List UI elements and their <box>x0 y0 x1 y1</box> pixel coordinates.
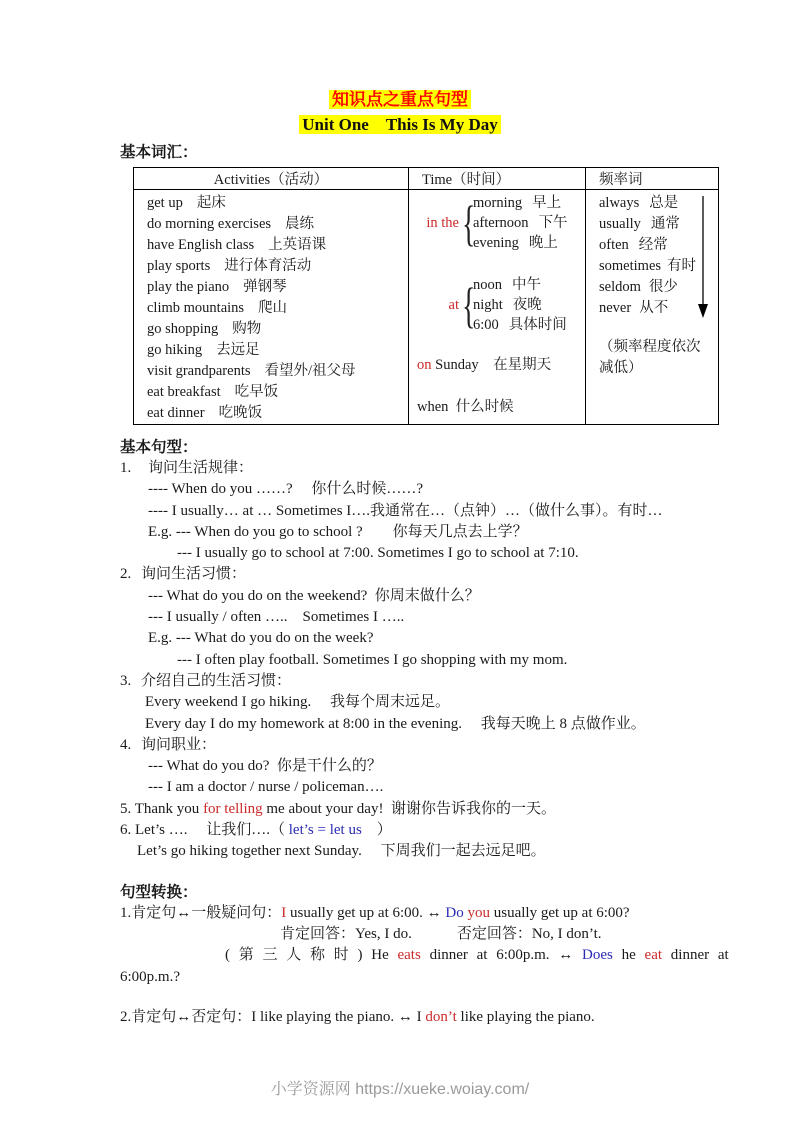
activity-zh: 进行体育活动 <box>224 258 312 274</box>
text-segment: usually get up at 6:00. ↔ <box>286 904 446 921</box>
text-segment: dinner at <box>662 947 729 964</box>
time-item <box>473 295 567 315</box>
header-frequency: 频率词 <box>586 168 719 190</box>
activity-row <box>147 340 408 361</box>
continuation-line: 6:00p.m.? <box>120 968 180 985</box>
activity-zh: 吃早饭 <box>234 384 279 400</box>
frequency-en: sometimes <box>599 258 662 274</box>
activity-en: go hiking <box>147 342 203 358</box>
time-en: afternoon <box>473 215 529 231</box>
highlighted-red-text: I <box>281 904 287 921</box>
time-group-at <box>414 275 585 335</box>
frequency-en: usually <box>599 216 641 232</box>
text-segment: me about your day! 谢谢你告诉我你的一天。 <box>262 800 556 817</box>
time-zh: 中午 <box>512 277 541 293</box>
text-segment: usually get up at 6:00? <box>490 904 630 921</box>
time-zh: 什么时候 <box>448 399 514 415</box>
text-segment: ( 第 三 人 称 时 ) He <box>225 947 398 964</box>
item-number: 4. <box>120 736 132 753</box>
activity-row <box>147 382 408 403</box>
activities-cell <box>134 190 409 425</box>
time-cell <box>409 190 586 425</box>
activity-en: eat dinner <box>147 405 205 421</box>
pattern-title: 询问生活习惯： <box>141 566 247 583</box>
activity-zh: 吃晚饭 <box>218 405 263 421</box>
frequency-zh: 很少 <box>648 279 678 295</box>
time-item <box>473 315 567 335</box>
footer-text: 小学资源网 https://xueke.woiay.com/ <box>270 1081 530 1099</box>
activity-zh: 看望外/祖父母 <box>264 363 356 379</box>
activity-row <box>147 214 408 235</box>
pattern-4-title <box>120 735 680 756</box>
time-en: 6:00 <box>473 317 499 333</box>
activity-zh: 起床 <box>196 195 226 211</box>
activity-en: climb mountains <box>147 300 245 316</box>
activity-en: eat breakfast <box>147 384 221 400</box>
pattern-title: 介绍自己的生活习惯： <box>141 672 292 689</box>
pattern-line: Let’s go hiking together next Sunday. 下周我们一起去远足吧。 <box>137 843 546 860</box>
third-person-line <box>120 945 729 966</box>
time-item <box>473 275 567 295</box>
text-segment: 2.肯定句↔否定句：I like playing the piano. ↔ I <box>120 1008 426 1025</box>
activity-row <box>147 361 408 382</box>
document-title: 知识点之重点句型 <box>329 90 471 109</box>
time-group-in-the <box>414 193 585 253</box>
frequency-zh: 总是 <box>649 195 679 211</box>
pattern-title: 询问生活规律： <box>148 460 254 476</box>
text-segment: dinner at 6:00p.m. ↔ <box>420 947 583 964</box>
time-zh: 早上 <box>532 195 562 211</box>
frequency-zh: 从不 <box>639 300 669 316</box>
frequency-zh: 有时 <box>667 258 697 274</box>
time-zh: 晚上 <box>528 235 558 251</box>
pattern-2-title <box>120 564 680 585</box>
activity-zh: 弹钢琴 <box>243 279 287 295</box>
highlighted-red-text: you <box>467 904 491 921</box>
frequency-cell <box>586 190 719 425</box>
brace-icon: { <box>462 277 476 333</box>
highlighted-red-text: eats <box>397 947 421 964</box>
decreasing-arrow-icon <box>697 196 709 325</box>
patterns-heading: 基本句型： <box>120 439 198 456</box>
time-group-items <box>473 275 567 335</box>
preposition-in-the: in the <box>426 214 459 231</box>
activity-en: go shopping <box>147 321 219 337</box>
pattern-line: ---- When do you ……? 你什么时候……? <box>148 481 424 498</box>
highlighted-blue-text: let’s = let us <box>288 822 362 839</box>
time-zh: 下午 <box>538 215 568 231</box>
time-item <box>473 233 568 253</box>
pattern-6-line <box>120 820 680 841</box>
highlighted-red-text: eat <box>644 947 663 964</box>
activity-en: do morning exercises <box>147 216 272 232</box>
frequency-en: seldom <box>599 279 641 295</box>
vocab-table <box>133 167 719 425</box>
frequency-note: （频率程度依次减低） <box>599 339 701 376</box>
text-segment: like playing the piano. <box>456 1008 595 1025</box>
text-segment: 6. Let’s …. 让我们….（ <box>120 822 289 839</box>
pattern-1-title <box>120 458 680 479</box>
pattern-line: --- I usually go to school at 7:00. Sometimes I go to school at 7:10. <box>177 545 579 562</box>
table-body-row <box>134 190 719 425</box>
time-en: Sunday <box>431 357 479 373</box>
activity-en: get up <box>147 195 183 211</box>
pattern-title: 询问职业： <box>141 736 217 753</box>
highlighted-red-text: don’t <box>425 1008 457 1025</box>
pattern-line: E.g. --- When do you go to school ? 你每天几点去上学？ <box>148 523 528 540</box>
item-number: 1. <box>120 460 132 476</box>
activity-zh: 晨练 <box>285 216 315 232</box>
activity-row <box>147 319 408 340</box>
pattern-5-line <box>120 799 680 820</box>
activity-row <box>147 298 408 319</box>
time-en: morning <box>473 195 523 211</box>
title-block <box>120 88 680 113</box>
activity-en: visit grandparents <box>147 363 251 379</box>
time-en: evening <box>473 235 519 251</box>
frequency-zh: 通常 <box>650 216 680 232</box>
activity-en: have English class <box>147 237 255 253</box>
preposition-on: on <box>417 357 432 373</box>
table-header-row <box>134 168 719 190</box>
time-en: noon <box>473 277 502 293</box>
transform-heading: 句型转换： <box>120 883 198 901</box>
header-time: Time（时间） <box>409 168 586 190</box>
time-on-sunday <box>414 355 585 375</box>
transform-1-line <box>120 903 680 924</box>
frequency-en: never <box>599 300 632 316</box>
pattern-line: --- I usually / often ….. Sometimes I ….. <box>148 609 405 626</box>
time-zh: 在星期天 <box>478 357 552 373</box>
text-segment: he <box>612 947 645 964</box>
pattern-line: E.g. --- What do you do on the week? <box>148 630 374 647</box>
activity-row <box>147 277 408 298</box>
item-number: 3. <box>120 672 132 689</box>
unit-title: Unit One This Is My Day <box>299 115 501 134</box>
brace-icon: { <box>462 195 476 251</box>
answers-line: 肯定回答：Yes, I do. 否定回答：No, I don’t. <box>280 925 602 942</box>
frequency-en: always <box>599 195 640 211</box>
time-en: night <box>473 297 503 313</box>
activity-row <box>147 256 408 277</box>
pattern-line: Every weekend I go hiking. 我每个周末远足。 <box>145 694 450 711</box>
time-group-items <box>473 193 568 253</box>
time-zh: 具体时间 <box>508 317 567 333</box>
vocab-heading: 基本词汇： <box>120 144 198 161</box>
text-segment: 1.肯定句↔一般疑问句： <box>120 904 282 921</box>
highlighted-blue-text: Do <box>445 904 464 921</box>
time-zh: 夜晚 <box>512 297 542 313</box>
text-segment: ） <box>361 822 392 839</box>
activity-zh: 上英语课 <box>268 237 327 253</box>
pattern-line: Every day I do my homework at 8:00 in the evening. 我每天晚上 8 点做作业。 <box>145 715 646 732</box>
time-en: when <box>417 399 449 415</box>
subtitle-block <box>120 113 680 138</box>
activity-row <box>147 235 408 256</box>
time-item <box>473 193 568 213</box>
activity-row <box>147 403 408 424</box>
text-segment: 5. Thank you <box>120 800 204 817</box>
preposition-at: at <box>448 296 459 313</box>
time-when <box>414 397 585 417</box>
activity-en: play the piano <box>147 279 230 295</box>
time-item <box>473 213 568 233</box>
activity-en: play sports <box>147 258 211 274</box>
pattern-3-title <box>120 671 680 692</box>
activity-zh: 爬山 <box>258 300 288 316</box>
highlighted-red-text: for telling <box>203 800 263 817</box>
frequency-en: often <box>599 237 629 253</box>
activity-zh: 去远足 <box>216 342 260 358</box>
pattern-line: --- What do you do on the weekend? 你周末做什么？ <box>148 587 480 604</box>
item-number: 2. <box>120 566 132 583</box>
frequency-zh: 经常 <box>638 237 668 253</box>
activity-row <box>147 193 408 214</box>
pattern-line: --- What do you do? 你是干什么的？ <box>148 758 382 775</box>
pattern-line: --- I am a doctor / nurse / policeman…. <box>148 779 384 796</box>
patterns-section <box>120 437 680 863</box>
transform-2-line <box>120 1007 680 1028</box>
transform-section <box>120 882 729 1028</box>
header-activities: Activities（活动） <box>134 168 409 190</box>
highlighted-blue-text: Does <box>582 947 613 964</box>
pattern-line: ---- I usually… at … Sometimes I….我通常在…（点钟）…（做什么事）。有时… <box>148 502 663 519</box>
pattern-line: --- I often play football. Sometimes I go shopping with my mom. <box>177 651 568 668</box>
activity-zh: 购物 <box>232 321 262 337</box>
